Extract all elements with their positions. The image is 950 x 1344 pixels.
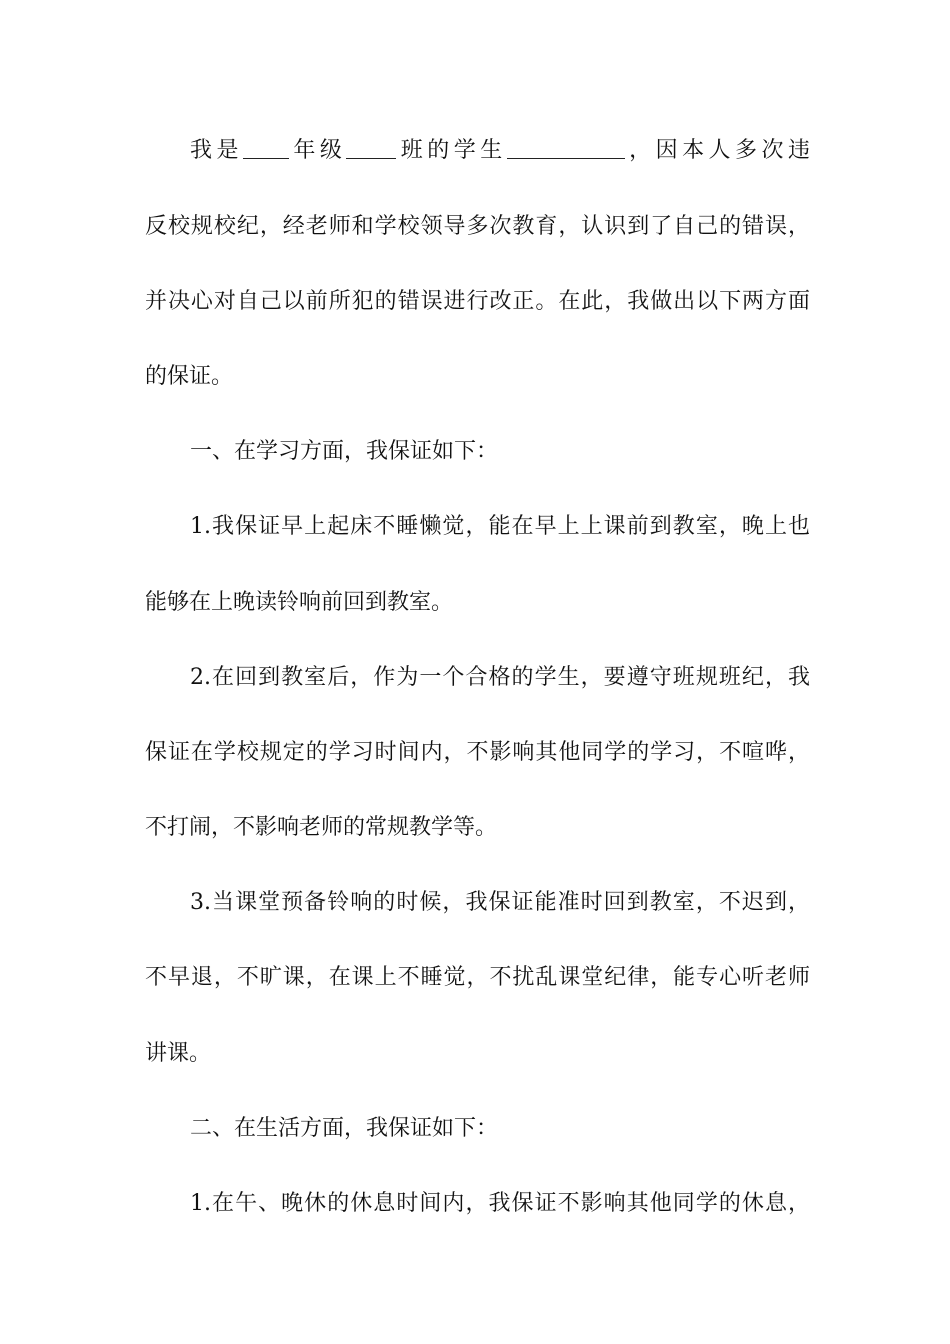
life-item-1-line-1: 1.在午、晚休的休息时间内，我保证不影响其他同学的休息， (190, 1191, 810, 1216)
paragraph-1-line-2: 反校规校纪，经老师和学校领导多次教育，认识到了自己的错误， (145, 214, 810, 239)
study-item-2-line-2: 保证在学校规定的学习时间内，不影响其他同学的学习，不喧哗， (145, 740, 810, 765)
text-segment: 我是 (190, 138, 243, 163)
study-item-2-line-3: 不打闹，不影响老师的常规教学等。 (145, 815, 498, 840)
paragraph-1-line-3: 并决心对自己以前所犯的错误进行改正。在此，我做出以下两方面 (145, 289, 810, 314)
study-item-1-line-1: 1.我保证早上起床不睡懒觉，能在早上上课前到教室，晚上也 (190, 514, 810, 539)
study-item-3-line-3: 讲课。 (145, 1041, 212, 1066)
student-name-blank (507, 134, 625, 159)
study-item-1-line-2: 能够在上晚读铃响前回到教室。 (145, 590, 454, 615)
text-segment: ，因本人多次违 (624, 138, 810, 163)
study-item-3-line-2: 不早退，不旷课，在课上不睡觉，不扰乱课堂纪律，能专心听老师 (145, 965, 810, 990)
grade-blank (243, 134, 289, 159)
class-blank (346, 134, 396, 159)
text-segment: 年级 (288, 138, 347, 163)
paragraph-1-line-1 (190, 131, 810, 171)
section-heading-study: 一、在学习方面，我保证如下： (190, 439, 499, 464)
section-heading-life: 二、在生活方面，我保证如下： (190, 1116, 499, 1141)
paragraph-1-line-4: 的保证。 (145, 364, 234, 389)
study-item-2-line-1: 2.在回到教室后，作为一个合格的学生，要遵守班规班纪，我 (190, 665, 810, 690)
text-segment: 班的学生 (396, 138, 507, 163)
study-item-3-line-1: 3.当课堂预备铃响的时候，我保证能准时回到教室，不迟到， (190, 890, 810, 915)
